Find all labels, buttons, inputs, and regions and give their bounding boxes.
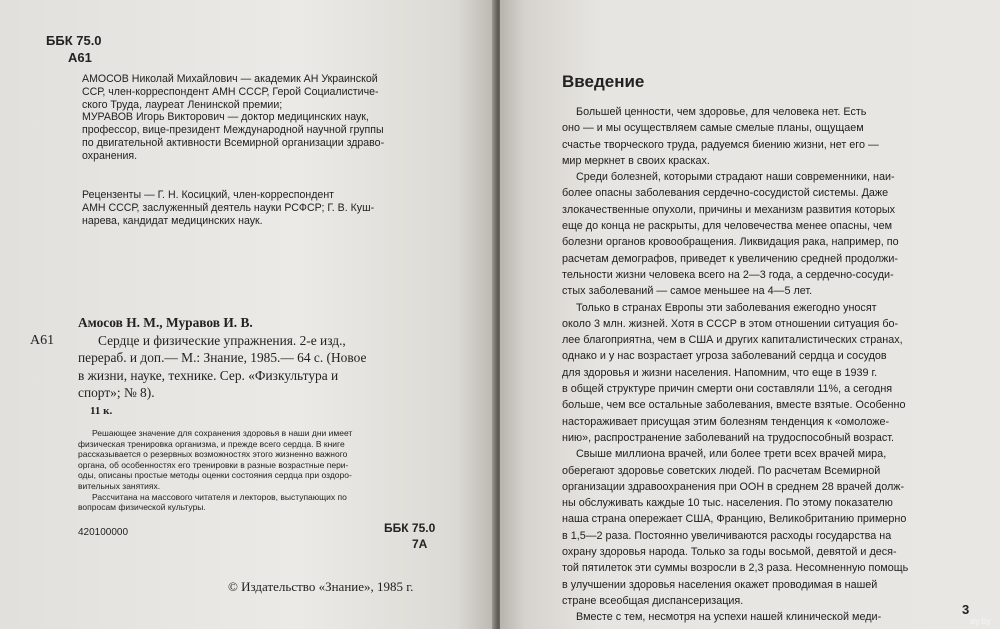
copyright: © Издательство «Знание», 1985 г.: [228, 579, 414, 594]
reviewers-line: Рецензенты — Г. Н. Косицкий, член-корреспондент: [82, 189, 335, 201]
catalog-index-top: А61: [68, 50, 92, 65]
right-page: [500, 0, 1000, 629]
annotation-line: вительных занятиях.: [78, 480, 161, 491]
text-line: Большей ценности, чем здоровье, для человека нет. Есть: [576, 106, 867, 118]
annotation-line: вопросам физической культуры.: [78, 502, 206, 513]
authors-info: [82, 73, 384, 163]
text-line: однако и у нас возрастает угроза заболеваний сердца и сосудов: [562, 350, 887, 363]
text-line: злокачественные опухоли, причины и механизм развития которых: [562, 203, 896, 216]
chapter-title: Введение: [562, 72, 645, 91]
text-line: тельности жизни человека всего на 2—3 года, а сердечно-сосуди-: [562, 268, 894, 281]
text-line: настораживает присущая этим болезням тенденция к «омоложе-: [562, 415, 890, 428]
text-line: Только в странах Европы эти заболевания ежегодно уносят: [576, 301, 877, 314]
authors-line: ского Труда, лауреат Ленинской премии;: [82, 98, 283, 111]
authors-line: профессор, вице-президент Международной научной группы: [82, 124, 384, 137]
annotation-line: органа, об особенностях его тренировки в разные возрастные пери-: [78, 459, 349, 470]
text-line: болезни органов кровообращения. Ликвидация рака, например, по: [562, 236, 899, 249]
text-line: Свыше миллиона врачей, или более трети всех врачей мира,: [576, 448, 887, 461]
left-page: [0, 0, 496, 629]
text-line: организации здравоохранения при ООН в среднем 28 врачей долж-: [562, 480, 905, 493]
text-line: в улучшении здоровья населения окажет проводимая в нашей: [562, 578, 878, 591]
text-line: еще до конца не раскрыты, для человечества менее опасны, чем: [562, 220, 893, 233]
bbk-code-top: ББК 75.0: [46, 33, 102, 48]
text-line: наша страна опережает США, Францию, Великобританию примерно: [562, 513, 907, 526]
text-line: для здоровья и жизни населения. Напомним, что еще в 1939 г.: [562, 366, 878, 379]
text-line: нию», распространение заболеваний на трудоспособный возраст.: [562, 431, 894, 444]
reviewers-line: АМН СССР, заслуженный деятель науки РСФСР; Г. В. Куш-: [82, 202, 375, 215]
annotation-line: Решающее значение для сохранения здоровья в наши дни имеет: [92, 428, 353, 438]
text-line: ны обслуживать каждые 10 тыс. населения. По этому показателю: [562, 497, 893, 510]
annotation-line: физическая тренировка организма, и прежде всего сердца. В книге: [78, 438, 345, 449]
annotation: [78, 428, 352, 513]
authors-line: по двигательной активности Всемирной организации здраво-: [82, 136, 385, 149]
price: 11 к.: [90, 405, 113, 417]
text-line: охрану здоровья народа. Только за годы восьмой, девятой и деся-: [562, 546, 897, 559]
page-number: 3: [962, 602, 970, 617]
bbk-subcode: 7А: [412, 537, 428, 551]
bbk-code-bottom: ББК 75.0: [384, 521, 436, 535]
authors-line: охранения.: [82, 149, 138, 162]
text-line: в общей структуре причин смерти они составляли 11%, а сегодня: [562, 383, 893, 396]
authors-line: АМОСОВ Николай Михайлович — академик АН Украинской: [82, 73, 378, 85]
text-line: в 1,5—2 раза. Постоянно увеличиваются расходы государства на: [562, 529, 892, 542]
text-line: счастье творческого труда, радуемся биению жизни, нет его —: [562, 138, 879, 151]
annotation-line: оды, описаны простые методы оценки состояния сердца при оздоро-: [78, 470, 352, 481]
annotation-line: рассказывается о резервных возможностях этого жизненно важного: [78, 449, 348, 460]
text-line: той пятилеток эти суммы возросли в 2,3 раза. Несомненную помощь: [562, 562, 909, 575]
annotation-line: Рассчитана на массового читателя и лекторов, выступающих по: [92, 491, 347, 502]
text-line: стых заболеваний — самое меньшее на 4—5 лет.: [562, 285, 813, 298]
text-line: оно — и мы осуществляем самые смелые планы, ощущаем: [562, 122, 864, 135]
text-line: мир меркнет в своих красках.: [562, 154, 710, 167]
text-line: Вместе с тем, несмотря на успехи нашей клинической меди-: [576, 611, 882, 624]
publication-code: 420100000: [78, 527, 129, 538]
text-line: расчетам демографов, приведет к увеличению средней продолжи-: [562, 252, 899, 265]
body-text: [562, 104, 974, 626]
reviewers-line: нарева, кандидат медицинских наук.: [82, 215, 263, 228]
catalog-index: А61: [30, 333, 55, 348]
catalog-line: Сердце и физические упражнения. 2-е изд.,: [98, 332, 346, 348]
text-line: лее благоприятна, чем в США и других капиталистических странах,: [562, 334, 903, 347]
catalog-line: перераб. и доп.— М.: Знание, 1985.— 64 с. (Новое: [78, 350, 367, 365]
text-line: больше, чем все остальные заболевания, вместе взятые. Особенно: [562, 399, 906, 412]
authors-line: ССР, член-корреспондент АМН СССР, Герой Социалистиче-: [82, 85, 379, 98]
text-line: около 3 млн. жизней. Хотя в СССР в этом отношении ситуация бо-: [562, 317, 899, 330]
text-line: стране всеобщая диспансеризация.: [562, 594, 744, 607]
text-line: Среди болезней, которыми страдают наши современники, наи-: [576, 171, 895, 184]
catalog-card: [78, 314, 366, 402]
catalog-line: в жизни, науке, технике. Сер. «Физкультура и: [78, 367, 339, 383]
catalog-authors: Амосов Н. М., Муравов И. В.: [78, 315, 253, 330]
reviewers: [82, 189, 374, 229]
catalog-line: спорт»; № 8).: [78, 385, 155, 400]
text-line: более опасны заболевания сердечно-сосудистой системы. Даже: [562, 187, 889, 200]
authors-line: МУРАВОВ Игорь Викторович — доктор медицинских наук,: [82, 111, 369, 124]
watermark: ay.by: [970, 616, 991, 626]
text-line: оберегают здоровье советских людей. По расчетам Всемирной: [562, 464, 881, 477]
